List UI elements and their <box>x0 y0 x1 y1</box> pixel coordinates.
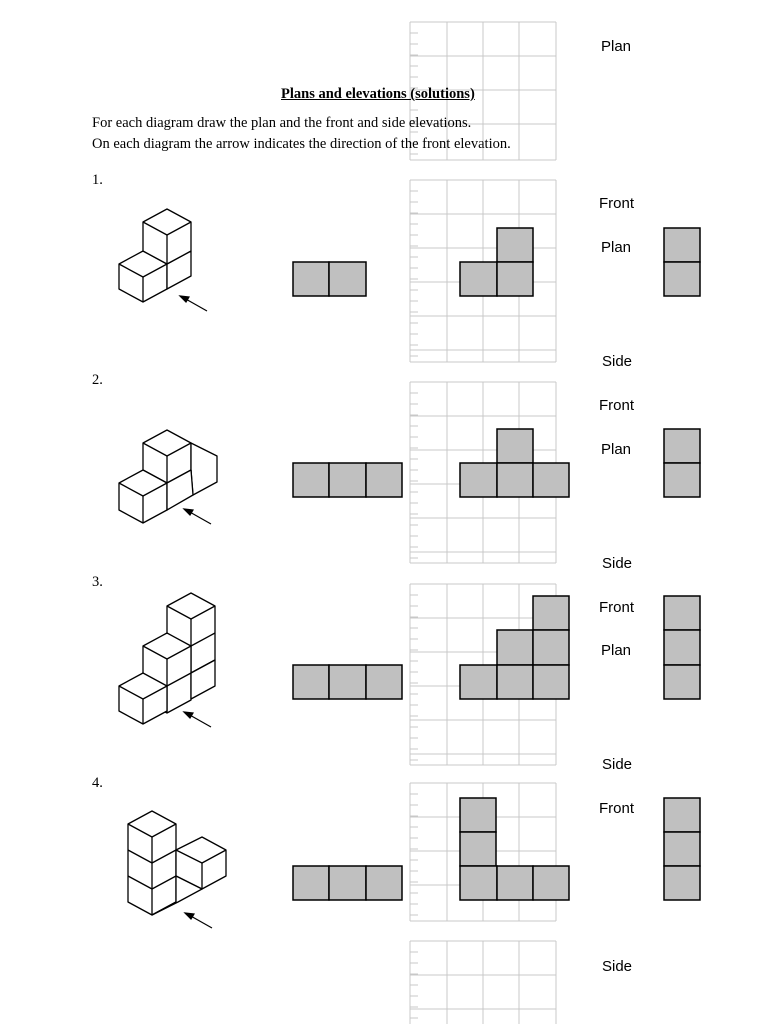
plan-answer-4 <box>293 866 402 900</box>
isometric-drawing-1 <box>119 209 191 302</box>
front-label-3: Front <box>599 599 635 616</box>
front-label-4: Front <box>599 800 635 817</box>
front-label-1: Front <box>599 195 635 212</box>
isometric-drawing-2 <box>119 430 217 523</box>
front-label-2: Front <box>599 397 635 414</box>
side-answer-3 <box>664 596 700 699</box>
problem-number-2: 2. <box>92 372 103 388</box>
front-answer-1 <box>460 228 533 296</box>
isometric-drawing-4 <box>128 811 226 915</box>
plan-answer-2 <box>293 463 402 497</box>
plan-label-top: Plan <box>601 38 632 55</box>
side-label-2: Side <box>602 555 633 572</box>
side-answer-2 <box>664 429 700 497</box>
side-label-3: Side <box>602 756 633 773</box>
problem-number-4: 4. <box>92 775 103 791</box>
side-answer-1 <box>664 228 700 296</box>
side-label-4: Side <box>602 958 633 975</box>
front-arrow-1 <box>180 296 207 311</box>
plan-label-1: Plan <box>601 239 632 256</box>
plan-label-2: Plan <box>601 441 632 458</box>
front-arrow-4 <box>185 913 212 928</box>
plan-label-3: Plan <box>601 642 632 659</box>
problem-number-1: 1. <box>92 172 103 188</box>
plan-answer-3 <box>293 665 402 699</box>
front-answer-3 <box>460 596 569 699</box>
front-arrow-3 <box>184 712 211 727</box>
front-answer-4 <box>460 798 569 900</box>
front-arrow-2 <box>184 509 211 524</box>
worksheet-title: Plans and elevations (solutions) <box>281 86 475 102</box>
side-answer-4 <box>664 798 700 900</box>
front-answer-2 <box>460 429 569 497</box>
problem-number-3: 3. <box>92 574 103 590</box>
instruction-line-1: For each diagram draw the plan and the front and side elevations. <box>92 115 472 131</box>
side-label-1: Side <box>602 353 633 370</box>
plan-answer-1 <box>293 262 366 296</box>
instruction-line-2: On each diagram the arrow indicates the direction of the front elevation. <box>92 136 511 152</box>
isometric-drawing-3 <box>119 593 215 724</box>
